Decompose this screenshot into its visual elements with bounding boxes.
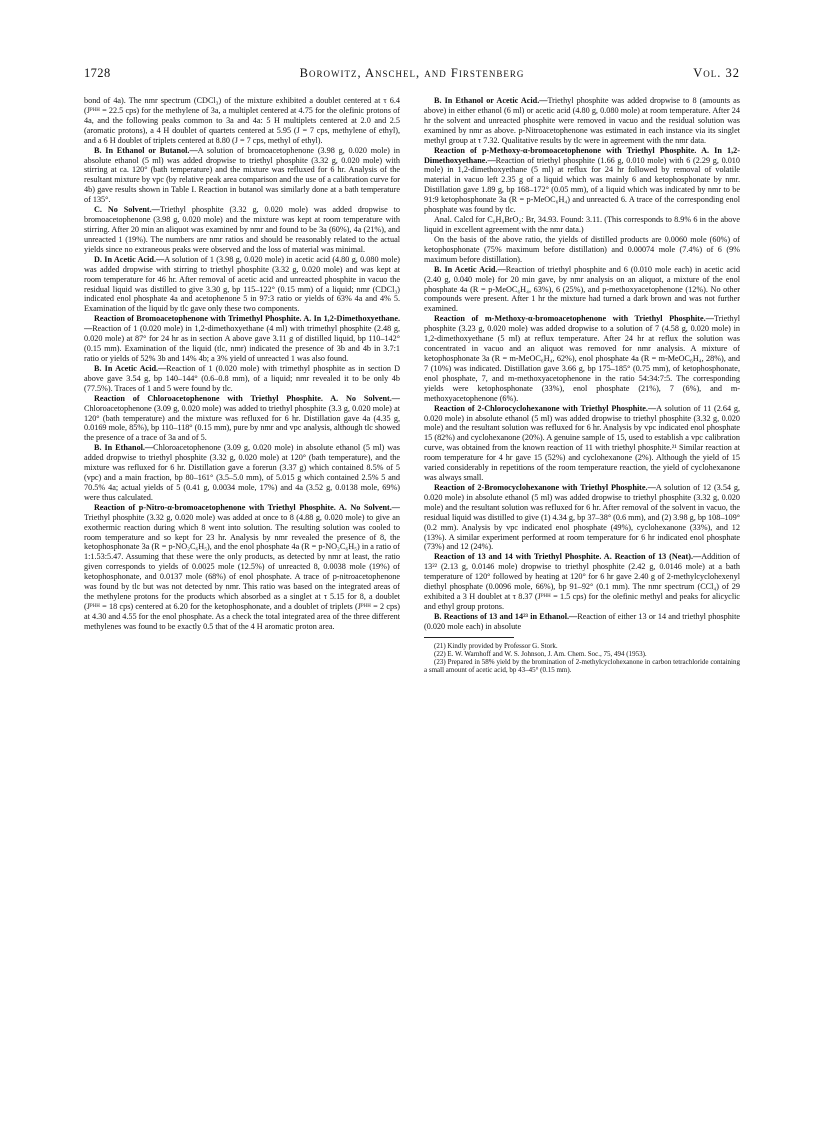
footnote-rule	[424, 637, 514, 638]
paragraph-text: A solution of 12 (3.54 g, 0.020 mole) in absolute ethanol (5 ml) was added dropwise to triethyl phosphite (3.32 g, 0.020 mole) and the resultant solution was refluxed for 6 hr. After removal of the solvent in vacuo, the residual liquid was distilled to give (1) 4.34 g, bp 37–38° (0.6 mm), and (2) 3.98 g, bp 108–109° (0.2 mm). Analysis by vpc indicated enol phosphate (49%), cyclohexanone (33%), and 12 (13%). A similar experiment performed at room temperature for 6 hr indicated enol phosphate (73%) and 12 (24%).	[424, 482, 740, 552]
paragraph-text: bond of 4a). The nmr spectrum (CDCl₃) of the mixture exhibited a doublet centered at τ 6.4 (Jᴾᴴᴴ = 22.5 cps) for the methylene of 3a, a multiplet centered at 4.75 for the olefinic protons of 4a, and the following peaks common to 3a and 4a: 5 H multiplets centered at 2.0 and 2.5 (aromatic protons), a 4 H doublet of quartets centered at 5.95 (J = 7 cps, methylene of ethyl), and a 6 H doublet of triplets centered at 8.80 (J = 7 cps, methyl of ethyl).	[84, 96, 400, 145]
section-run-in-heading: Reaction of p-Nitro-α-bromoacetophenone with Triethyl Phosphite. A. No Solvent.—	[94, 502, 400, 512]
paragraph-text: Triethyl phosphite (3.23 g, 0.020 mole) was added dropwise to a solution of 7 (4.58 g, 0.020 mole) in 1,2-dimethoxyethane (5 ml) at reflux temperature. After 24 hr at reflux the solution was concentrated in vacuo and an aliquot was removed for nmr analysis. A mixture of ketophosphonate 3a (R = m-MeOC₆H₄, 62%), enol phosphate 4a (R = m-MeOC₆H₄, 28%), and 7 (10%) was indicated. Distillation gave 3.66 g, bp 175–185° (0.75 mm), of ketophosphonate, enol phosphate, 7, and m-methoxyacetophenone in the ratio 54:34:7:5. The corresponding yields were ketophosphonate (33%), enol phosphate (21%), 7 (6%), and m-methoxyacetophenone (6%).	[424, 314, 740, 403]
footnote: (21) Kindly provided by Professor G. Stork.	[434, 641, 558, 650]
paragraph-text: Reaction of 1 (0.020 mole) with trimethyl phosphite as in section D above gave 3.54 g, bp 140–144° (0.6–0.8 mm), of a liquid; nmr revealed it to be only 4b (77.5%). Traces of 1 and 5 were found by tlc.	[84, 363, 400, 393]
paragraph-text: On the basis of the above ratio, the yields of distilled products are 0.0060 mole (60%) of ketophosphonate (75% maximum before distillation) and 0.00074 mole (7.4%) of 6 (9% maximum before distillation).	[424, 234, 740, 264]
section-run-in-heading: B. In Ethanol or Acetic Acid.—	[434, 96, 548, 105]
running-header	[84, 66, 740, 84]
paragraph	[424, 265, 740, 315]
paragraph-text: Triethyl phosphite (3.32 g, 0.020 mole) was added dropwise to bromoacetophenone (3.98 g, 0.020 mole) and the mixture was kept at room temperature with stirring. After 20 min an aliquot was examined by nmr and found to be 3a (60%), 4a (21%), and unreacted 1 (19%). The numbers are nmr ratios and should be reasonably related to the actual yields since no extraneous peaks were observed and the loss of material was minimal.	[84, 205, 400, 254]
paragraph	[84, 314, 400, 364]
section-run-in-heading: B. In Ethanol or Butanol.—	[94, 145, 198, 155]
section-run-in-heading: D. In Acetic Acid.—	[94, 254, 165, 264]
section-run-in-heading: B. In Acetic Acid.—	[94, 363, 167, 373]
paragraph-text: Addition of 13²² (2.13 g, 0.0146 mole) dropwise to triethyl phosphite (2.42 g, 0.0146 mole) at a bath temperature of 120° followed by heating at 120° for 6 hr gave 2.40 g of 2-methylcyclohexenyl diethyl phosphate (0.0096 mole, 66%), bp 91–92° (0.1 mm). The nmr spectrum (CCl₄) of 29 exhibited a 3 H doublet at τ 8.37 (Jᴾᴴᴴ = 1.5 cps) for the olefinic methyl and peaks for alicyclic and ethyl group protons.	[424, 552, 740, 612]
paragraph	[424, 96, 740, 146]
running-header-authors: Borowitz, Anschel, and Firstenberg	[299, 66, 525, 80]
paragraph	[84, 146, 400, 206]
section-run-in-heading: B. In Ethanol.—	[94, 443, 154, 453]
right-column-text	[424, 96, 740, 632]
section-run-in-heading: Reaction of 2-Bromocyclohexanone with Triethyl Phosphite.—	[434, 482, 656, 492]
paragraph	[84, 503, 400, 632]
paragraph	[424, 235, 740, 265]
paragraph	[424, 483, 740, 552]
paragraph	[84, 96, 400, 146]
paragraph-text: Reaction of either 13 or 14 and triethyl phosphite (0.020 mole each) in absolute	[424, 611, 740, 631]
section-run-in-heading: Reaction of 2-Chlorocyclohexanone with Triethyl Phosphite.—	[434, 403, 657, 413]
section-run-in-heading: Reaction of p-Methoxy-α-bromoacetophenone with Triethyl Phosphite. A. In 1,2-Dimethoxyethane.—	[424, 145, 740, 165]
paragraph	[424, 146, 740, 215]
paragraph-text: A solution of bromoacetophenone (3.98 g, 0.020 mole) in absolute ethanol (5 ml) was added dropwise to triethyl phosphite (3.32 g, 0.020 mole) with stirring at ca. 120° (bath temperature) and the mixture was refluxed for 6 hr. Analysis of the resultant mixture by vpc (by relative peak area comparison and the use of a calibration curve for 4b) gave results shown in Table I. Reaction in butanol was similarly done at a bath temperature of 135°.	[84, 145, 400, 205]
page-number: 1728	[84, 66, 111, 80]
paragraph-text: Anal. Calcd for C₉H₉BrO₂: Br, 34.93. Found: 3.11. (This corresponds to 8.9% 6 in the above liquid in excellent agreement with the nmr data.)	[424, 215, 740, 234]
section-run-in-heading: C. No Solvent.—	[94, 205, 160, 215]
paragraph-text: A solution of 11 (2.64 g, 0.020 mole) in absolute ethanol (5 ml) was added dropwise to triethyl phosphite (3.32 g, 0.020 mole) and the resultant solution was refluxed for 6 hr. Analysis by vpc indicated enol phosphate 15 (82%) and cyclohexanone (20%). A genuine sample of 15, used to establish a vpc calibration curve, was obtained from the known reaction of 11 with triethyl phosphite.²¹ Similar reaction at room temperature for 4 hr gave 15 (52%) and cyclohexanone (2%). Although the yield of 15 varied considerably in repetitions of the room temperature reaction, the yield of cyclohexanone was always small.	[424, 403, 740, 483]
paragraph	[424, 552, 740, 612]
paragraph	[424, 314, 740, 403]
section-run-in-heading: B. In Acetic Acid.—	[434, 264, 506, 274]
section-run-in-heading: Reaction of m-Methoxy-α-bromoacetophenone with Triethyl Phosphite.—	[434, 314, 714, 324]
paragraph-text: Triethyl phosphite was added dropwise to 8 (amounts as above) in either ethanol (6 ml) or acetic acid (4.80 g, 0.080 mole) at room temperature. After 24 hr the solvent and unreacted phosphite were removed in vacuo and the residual solution was examined by nmr as above. p-Nitroacetophenone was estimated in each instance via its singlet methyl group at τ 7.32. Qualitative results by tlc were in agreement with the nmr data.	[424, 96, 740, 145]
section-run-in-heading: Reaction of 13 and 14 with Triethyl Phosphite. A. Reaction of 13 (Neat).—	[434, 552, 702, 562]
footnote: (23) Prepared in 58% yield by the bromination of 2-methylcyclohexanone in carbon tetrachloride containing a small amount of acetic acid, bp 43–45° (0.15 mm).	[424, 658, 740, 675]
paragraph	[84, 443, 400, 503]
section-run-in-heading: B. Reactions of 13 and 14²³ in Ethanol.—	[434, 611, 578, 621]
paragraph	[84, 364, 400, 394]
footnote: (22) E. W. Warnhoff and W. S. Johnson, J. Am. Chem. Soc., 75, 494 (1953).	[434, 649, 647, 658]
paragraph-text: Chloroacetophenone (3.09 g, 0.020 mole) was added to triethyl phosphite (3.3 g, 0.020 mole) at 120° (bath temperature) and the mixture was refluxed for 6 hr. Distillation gave 4a (4.35 g, 0.0169 mole, 85%), bp 110–118° (0.15 mm), pure by nmr and vpc analysis, although tlc showed the presence of a trace of 3a and of 5.	[84, 403, 400, 443]
paragraph-text: Reaction of 1 (0.020 mole) in 1,2-dimethoxyethane (4 ml) with trimethyl phosphite (2.48 g, 0.020 mole) at 87° for 24 hr as in section A above gave 3.11 g of distilled liquid, bp 110–142° (0.15 mm). Examination of the liquid (tlc, nmr) indicated the presence of 3b and 4b in 3.7:1 ratio or yields of 52% 3b and 14% 4b; a 3% yield of unreacted 1 was also found.	[84, 324, 400, 363]
paragraph	[84, 394, 400, 444]
paragraph	[84, 255, 400, 315]
paragraph	[424, 612, 740, 632]
paragraph-text: Triethyl phosphite (3.32 g, 0.020 mole) was added at once to 8 (4.88 g, 0.020 mole) to give an exothermic reaction during which 8 went into solution. The resulting solution was cooled to room temperature and so kept for 23 hr. Analysis by nmr revealed the presence of 8, the ketophosphonate 3a (R = p-NO₂C₆H₅), and the enol phosphate 4a (R = p-NO₂C₆H₅) in a ratio of 1:1.53:5.47. Assuming that these were the only products, as detected by nmr at least, the ratio given corresponds to yields of 0.0025 mole (12.5%) of unreacted 8, 0.0038 mole (19%) of ketophosphonate, and 0.0137 mole (68%) of enol phosphate. A trace of p-nitroacetophenone was found by tlc but was not detected by nmr. This ratio was based on the integrated areas of the methylene protons for the products which absorbed as a singlet at τ 5.15 for 8, a doublet (Jᴾᴴᴴ = 18 cps) centered at 6.20 for the ketophosphonate, and a doublet of triplets (Jᴾᴴᴴ = 2 cps) at 4.30 and 4.55 for the enol phosphate. As a check the total integrated area of the three different methylenes was found to be exactly 0.5 that of the 4 H aromatic proton area.	[84, 512, 400, 631]
right-column	[424, 96, 740, 1096]
footnotes	[424, 642, 740, 675]
paragraph-text: Reaction of triethyl phosphite and 6 (0.010 mole each) in acetic acid (2.40 g, 0.040 mole) for 20 min gave, by nmr analysis on an aliquot, a mixture of the enol phosphate 4a (R = p-MeOC₆H₄, 63%), 6 (25%), and p-methoxyacetophenone (12%). No other compounds were present. After 1 hr the mixture had turned a dark brown and was not further examined.	[424, 264, 740, 314]
paragraph-text: Chloroacetophenone (3.09 g, 0.020 mole) in absolute ethanol (5 ml) was added dropwise to triethyl phosphite (3.32 g, 0.020 mole) at 120° (bath temperature), and the mixture was refluxed for 6 hr. Distillation gave a forerun (3.37 g) which contained 8.5% of 5 (vpc) and a main fraction, bp 80–161° (3.5–5.0 mm), of 5.015 g which contained 2.5% 5 and 70.5% 4a; actual yields of 5 (0.41 g, 0.0034 mole, 17%) and 4a (3.52 g, 0.0138 mole, 69%) were thus calculated.	[84, 443, 400, 502]
left-column	[84, 96, 400, 1096]
section-run-in-heading: Reaction of Bromoacetophenone with Trimethyl Phosphite. A. In 1,2-Dimethoxyethane.—	[84, 314, 400, 334]
paragraph	[424, 215, 740, 235]
paragraph	[84, 205, 400, 255]
volume-label: Vol. 32	[693, 66, 740, 80]
section-run-in-heading: Reaction of Chloroacetophenone with Triethyl Phosphite. A. No Solvent.—	[94, 393, 400, 403]
paragraph-text: A solution of 1 (3.98 g, 0.020 mole) in acetic acid (4.80 g, 0.080 mole) was added dropwise with stirring to triethyl phosphite (3.32 g, 0.020 mole) and was kept at room temperature for 46 hr. After removal of acetic acid and unreacted phosphite in vacuo the residual liquid was distilled to give 3.30 g, bp 115–122° (0.15 mm) of a liquid; nmr (CDCl₃) indicated enol phosphate 4a and acetophenone 5 in 97:3 ratio or yields of 63% 4a and 4% 5. Examination of the liquid by tlc gave only these two components.	[84, 254, 400, 314]
paragraph-text: Reaction of triethyl phosphite (1.66 g, 0.010 mole) with 6 (2.29 g, 0.010 mole) in 1,2-dimethoxyethane (5 ml) at reflux for 24 hr followed by removal of volatile material in vacuo left 2.35 g of a liquid which was mainly 6 and ketophosphonate by nmr. Distillation gave 1.89 g, bp 168–172° (0.05 mm), of a liquid which was indicated by nmr to be 91:9 ketophosphonate 3a (R = p-MeOC₆H₄) and unreacted 6. A trace of the corresponding enol phosphate was found by tlc.	[424, 155, 740, 215]
paragraph	[424, 404, 740, 483]
